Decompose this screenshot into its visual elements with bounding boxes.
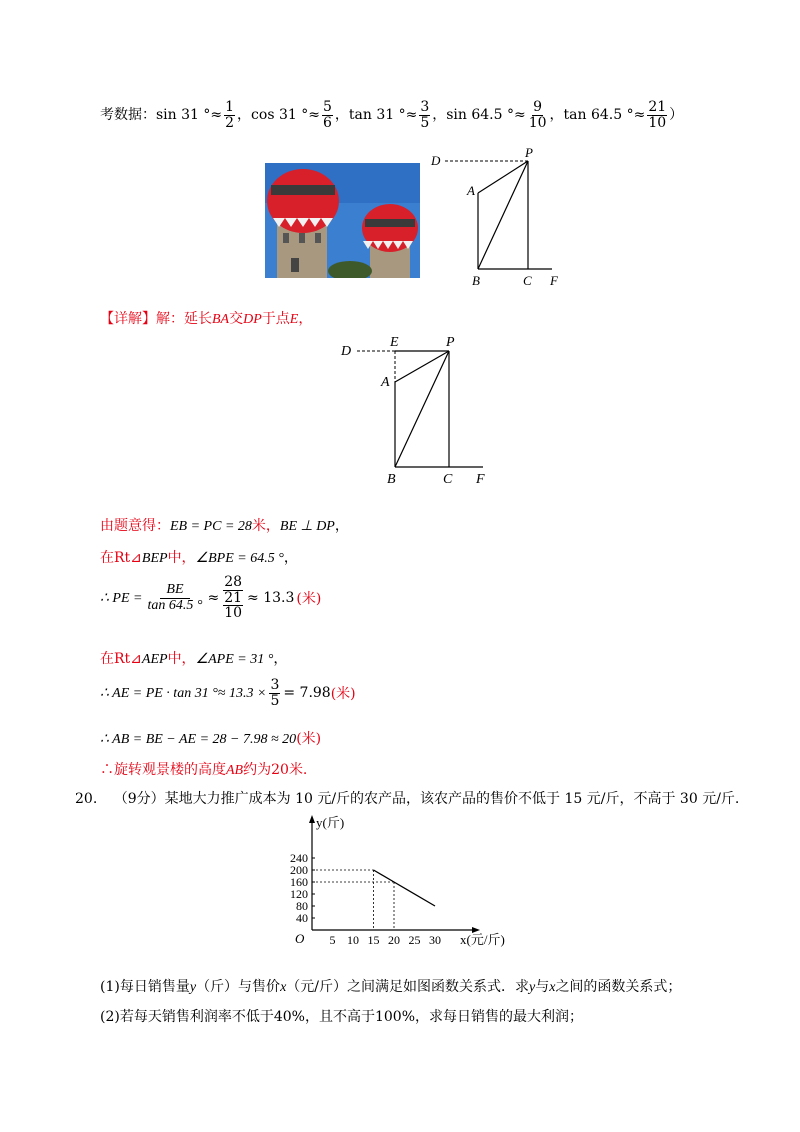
l2-triangle: BEP: [141, 551, 168, 566]
fraction-denominator: 6: [322, 114, 332, 131]
fraction-numerator: 1: [225, 99, 235, 115]
geometry-figure-1-svg: [425, 145, 575, 290]
x-axis-label: x(元/斤): [460, 932, 505, 947]
l5-lhs: ∴ AE = PE · tan 31 °≈ 13.3 ×: [100, 685, 267, 701]
ref-close-paren: ）: [669, 107, 684, 124]
l7-AB: AB: [226, 763, 244, 778]
solution-line-4: [100, 648, 287, 668]
y-tick-label: 240: [290, 851, 308, 865]
q1-var-y2: y: [529, 980, 536, 995]
fraction-denominator: 5: [420, 114, 430, 131]
y-axis-label: y(斤): [316, 815, 345, 830]
intro-text: 解：延长: [156, 311, 212, 327]
fraction-denominator: 2: [225, 114, 235, 131]
y-axis-arrow: [309, 815, 315, 823]
label-F: F: [476, 472, 485, 487]
l3-approx: ≈: [207, 590, 220, 607]
tower-photo-image: [265, 163, 420, 278]
x-tick-label: 20: [388, 933, 400, 947]
l2-in-rt: 在Rt⊿: [100, 550, 142, 566]
intro-E: E: [289, 312, 299, 327]
ref-tan31: ，tan 31 °≈: [334, 107, 418, 124]
label-D: D: [341, 344, 352, 359]
question-text: （9分）某地大力推广成本为 10 元/斤的农产品，该农产品的售价不低于 15 元/斤，不高于 30 元/斤.: [113, 791, 740, 807]
fraction-numerator: 9: [533, 99, 543, 115]
l1-perp: BE ⊥ DP: [279, 519, 335, 534]
label-A: A: [381, 375, 390, 390]
q1-part-b: （斤）与售价: [196, 979, 281, 995]
l3-result: ≈ 13.3: [247, 590, 295, 607]
l4-comma: ，: [273, 651, 288, 667]
label-P: P: [446, 335, 455, 350]
q2-part-a: (2)若每天销售利润率不低于: [100, 1009, 274, 1025]
label-C: C: [443, 472, 453, 487]
subquestion-1: [100, 976, 681, 996]
fraction-denominator: 10: [648, 114, 667, 131]
intro-mid: 交: [229, 311, 244, 327]
geometry-figure-1: [425, 145, 575, 290]
chart-marks: [290, 851, 441, 947]
l4-angle: ∠APE = 31 °: [195, 652, 274, 667]
intro-BA: BA: [212, 312, 230, 327]
photo-door: [291, 258, 299, 272]
q1-part-d: 与: [535, 979, 550, 995]
label-E: E: [390, 335, 399, 350]
l5-unit: (米): [330, 686, 356, 703]
line-BP: [395, 351, 449, 467]
l5-result: = 7.98: [283, 685, 331, 702]
label-P: P: [525, 145, 533, 160]
solution-line-3: [100, 575, 321, 621]
label-B: B: [472, 273, 480, 288]
ref-cos31: ，cos 31 °≈: [237, 107, 320, 124]
x-tick-label: 30: [429, 933, 441, 947]
ref-sin31-fraction: [224, 100, 235, 130]
y-tick-label: 40: [296, 911, 308, 925]
y-tick-label: 160: [290, 875, 308, 889]
fraction-numerator: 21: [648, 99, 667, 115]
l6-equation: ∴ AB = BE − AE = 28 − 7.98 ≈ 20: [100, 732, 297, 747]
q1-part-a: (1)每日销售量: [100, 979, 190, 995]
line-AP: [395, 351, 449, 382]
x-tick-label: 15: [367, 933, 380, 947]
price-sales-chart-svg: [270, 812, 530, 952]
photo-dome-left-windows: [271, 185, 335, 195]
subquestion-2: [100, 1006, 583, 1026]
ref-sin31: sin 31 °≈: [156, 107, 223, 124]
label-C: C: [523, 273, 532, 288]
l4-middle: 中，: [167, 651, 196, 667]
tower-photo: [265, 163, 420, 278]
intro-DP: DP: [243, 312, 262, 327]
photo-dome-right-windows: [365, 219, 415, 227]
l2-comma: ，: [283, 550, 298, 566]
solution-intro: [100, 308, 312, 328]
fraction-denominator: 10: [224, 605, 243, 622]
l3-fraction: [146, 583, 203, 613]
fraction-numerator: 3: [270, 677, 280, 693]
solution-line-6: [100, 728, 321, 748]
l1-comma: ，: [334, 518, 349, 534]
label-A: A: [467, 183, 475, 198]
l1-unit: 米，: [251, 518, 280, 534]
q2-part-e: %，求每日销售的最大利润；: [401, 1009, 584, 1025]
q2-value-100: 100: [374, 1009, 402, 1025]
l1-equation: EB = PC = 28: [170, 519, 252, 534]
x-tick-label: 25: [408, 933, 421, 947]
l3-compound-fraction: [223, 575, 243, 621]
solution-line-1: [100, 515, 349, 535]
l6-unit: (米): [296, 731, 322, 747]
l2-angle: ∠BPE = 64.5 °: [195, 551, 284, 566]
solution-line-7: [100, 759, 307, 779]
fraction-numerator: BE: [160, 583, 189, 599]
y-tick-label: 80: [296, 899, 308, 913]
l5-fraction: [269, 678, 280, 708]
ref-cos31-fraction: [322, 100, 333, 130]
fraction-denominator: 5: [270, 692, 280, 709]
l3-unit: (米): [296, 591, 322, 608]
reference-prefix: 考数据：: [100, 107, 156, 124]
origin-label: O: [295, 931, 305, 946]
fraction-numerator: 5: [322, 99, 332, 115]
fraction-numerator: 3: [420, 99, 430, 115]
geometry-figure-2: [335, 330, 495, 490]
l7-about: 约为: [243, 762, 272, 778]
q1-part-e: 之间的函数关系式；: [555, 979, 682, 995]
question-20: [75, 788, 739, 808]
l3-lhs: ∴ PE =: [100, 590, 143, 606]
solution-line-5: [100, 678, 356, 708]
l4-in-rt: 在Rt⊿: [100, 651, 142, 667]
ref-sin645: ，sin 64.5 °≈: [432, 107, 526, 124]
q1-var-x: x: [280, 980, 287, 995]
q2-value-40: 40: [273, 1009, 292, 1025]
series-line: [374, 870, 436, 906]
ref-sin645-fraction: [528, 100, 548, 130]
l1-given: 由题意得：: [100, 518, 170, 534]
label-B: B: [387, 472, 396, 487]
label-D: D: [431, 153, 441, 168]
l2-middle: 中，: [167, 550, 196, 566]
x-tick-label: 10: [347, 933, 359, 947]
q1-var-y: y: [189, 980, 197, 995]
l7-unit: 米.: [288, 762, 308, 778]
geometry-figure-2-svg: [335, 330, 495, 490]
solution-line-2: [100, 547, 298, 567]
photo-window: [283, 233, 289, 243]
q1-var-x2: x: [549, 980, 556, 995]
fraction-denominator: tan 64.5 °: [147, 597, 203, 613]
x-tick-label: 5: [329, 933, 336, 947]
detail-tag: 【详解】: [100, 311, 156, 327]
ref-tan645: ，tan 64.5 °≈: [549, 107, 646, 124]
ref-tan31-fraction: [419, 100, 430, 130]
label-F: F: [550, 273, 558, 288]
y-tick-label: 200: [290, 863, 308, 877]
fraction-numerator: 21: [224, 589, 243, 606]
intro-end: 于点: [261, 311, 290, 327]
q1-part-c: （元/斤）之间满足如图函数关系式．求: [286, 979, 529, 995]
intro-comma: ，: [298, 311, 313, 327]
question-number: 20.: [75, 791, 98, 807]
reference-data-line: [100, 100, 683, 130]
photo-window: [315, 233, 321, 243]
price-sales-chart: [270, 812, 530, 952]
photo-window: [299, 233, 305, 243]
l7-conclusion: ∴旋转观景楼的高度: [100, 762, 226, 778]
q2-part-c: %，且不高于: [291, 1009, 375, 1025]
fraction-numerator: 28: [224, 574, 243, 590]
fraction-denominator: 10: [528, 114, 547, 131]
l7-value: 20: [271, 762, 289, 778]
l3-inner-fraction: [223, 591, 243, 621]
l4-triangle: AEP: [141, 652, 168, 667]
ref-tan645-fraction: [647, 100, 667, 130]
y-tick-label: 120: [290, 887, 308, 901]
